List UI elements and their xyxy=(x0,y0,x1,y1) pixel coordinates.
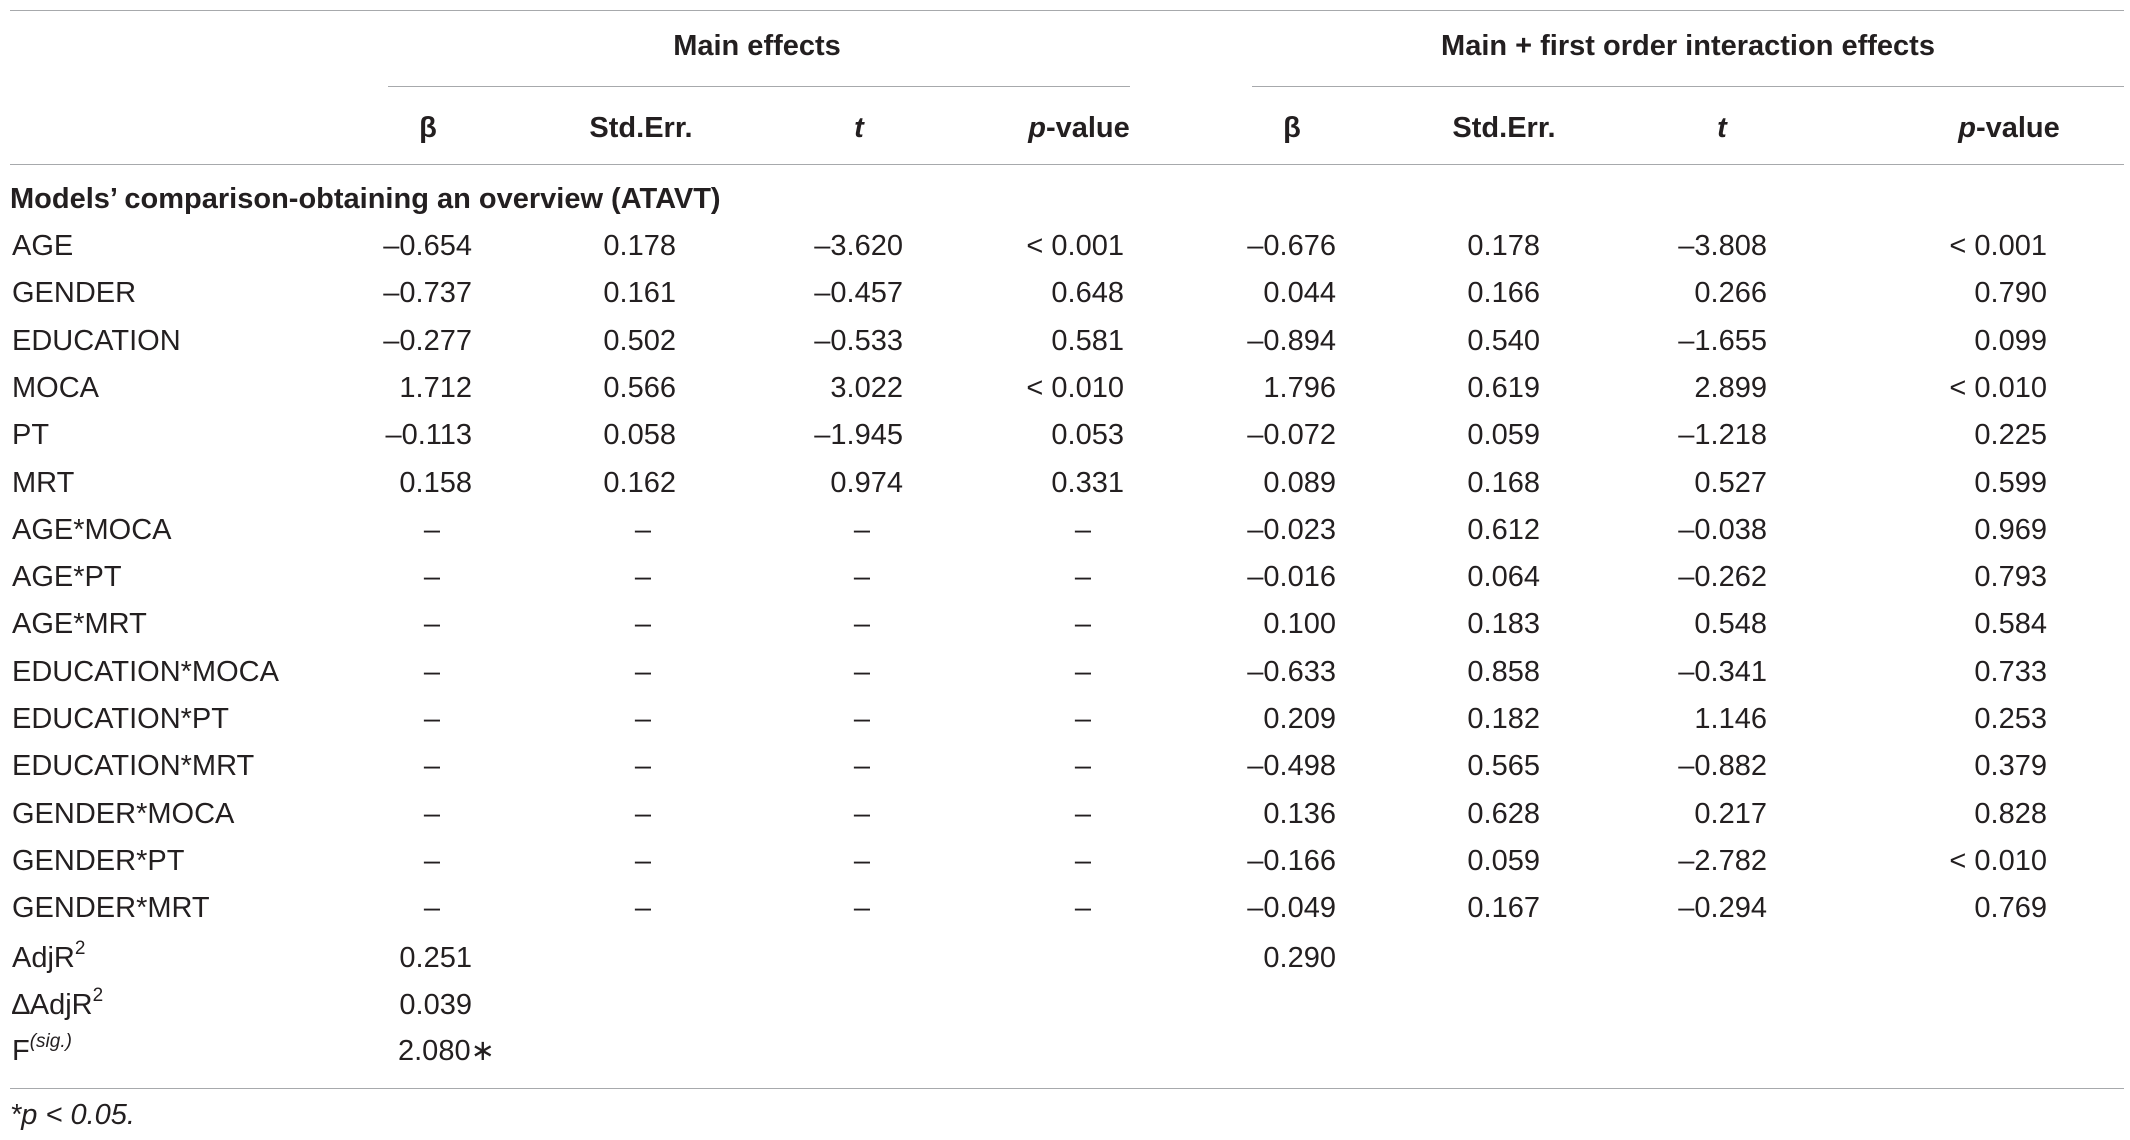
table-cell: –0.882 xyxy=(1678,750,1767,782)
section-title: Models’ comparison-obtaining an overview (ATAVT) xyxy=(10,183,721,215)
table-cell: 0.790 xyxy=(1974,277,2047,309)
table-cell: 0.969 xyxy=(1974,514,2047,546)
row-label: EDUCATION*MOCA xyxy=(12,656,279,688)
group2-underline xyxy=(1252,86,2124,87)
table-cell: – xyxy=(1074,703,1092,735)
table-cell: 0.612 xyxy=(1467,514,1540,546)
col-header-beta-inter: β xyxy=(1283,112,1301,144)
table-cell: 0.100 xyxy=(1263,608,1336,640)
table-cell: 0.178 xyxy=(1467,230,1540,262)
col-header-beta-main: β xyxy=(419,112,437,144)
table-cell: – xyxy=(853,514,871,546)
table-cell: –0.894 xyxy=(1247,325,1336,357)
table-cell: 0.059 xyxy=(1467,845,1540,877)
table-cell: 0.331 xyxy=(1051,467,1124,499)
table-cell: 0.581 xyxy=(1051,325,1124,357)
table-cell: –3.620 xyxy=(814,230,903,262)
group1-underline xyxy=(388,86,1130,87)
table-cell: – xyxy=(423,845,441,877)
row-label: PT xyxy=(12,419,50,451)
table-cell: 0.064 xyxy=(1467,561,1540,593)
table-cell: –0.633 xyxy=(1247,656,1336,688)
table-cell: 0.566 xyxy=(603,372,676,404)
table-cell: 0.099 xyxy=(1974,325,2047,357)
table-cell: 0.178 xyxy=(603,230,676,262)
bottom-rule xyxy=(10,1088,2124,1089)
table-cell: –1.945 xyxy=(814,419,903,451)
table-cell: – xyxy=(634,514,652,546)
table-cell: < 0.001 xyxy=(1026,230,1124,262)
table-cell: – xyxy=(1074,608,1092,640)
table-cell: –0.166 xyxy=(1247,845,1336,877)
table-cell: 3.022 xyxy=(830,372,903,404)
table-cell: 0.648 xyxy=(1051,277,1124,309)
header-bottom-rule xyxy=(10,164,2124,165)
table-cell: < 0.010 xyxy=(1949,845,2047,877)
table-cell: 0.167 xyxy=(1467,892,1540,924)
adjr2-main-value: 0.251 xyxy=(399,942,472,974)
table-cell: 1.712 xyxy=(399,372,472,404)
f-stat-main-value: 2.080∗ xyxy=(398,1035,495,1067)
table-cell: 0.974 xyxy=(830,467,903,499)
row-label: AGE*MRT xyxy=(12,608,147,640)
table-cell: 0.379 xyxy=(1974,750,2047,782)
table-cell: 0.183 xyxy=(1467,608,1540,640)
group-header-interaction-effects: Main + first order interaction effects xyxy=(1441,30,1935,62)
top-rule xyxy=(10,10,2124,11)
table-cell: 0.619 xyxy=(1467,372,1540,404)
table-cell: 0.089 xyxy=(1263,467,1336,499)
table-cell: – xyxy=(853,561,871,593)
table-cell: 0.136 xyxy=(1263,798,1336,830)
table-cell: –0.457 xyxy=(814,277,903,309)
col-header-t-main: t xyxy=(854,112,864,144)
table-cell: – xyxy=(423,703,441,735)
table-cell: 0.166 xyxy=(1467,277,1540,309)
table-cell: –0.072 xyxy=(1247,419,1336,451)
table-cell: –0.262 xyxy=(1678,561,1767,593)
table-cell: 2.899 xyxy=(1694,372,1767,404)
table-cell: 0.266 xyxy=(1694,277,1767,309)
col-header-stderr-inter: Std.Err. xyxy=(1452,112,1556,144)
table-cell: 0.044 xyxy=(1263,277,1336,309)
table-cell: 0.053 xyxy=(1051,419,1124,451)
row-label: AGE*PT xyxy=(12,561,122,593)
table-cell: – xyxy=(634,656,652,688)
delta-adjr2-main-value: 0.039 xyxy=(399,989,472,1021)
table-cell: – xyxy=(853,845,871,877)
table-cell: < 0.001 xyxy=(1949,230,2047,262)
table-cell: 0.158 xyxy=(399,467,472,499)
table-cell: –0.038 xyxy=(1678,514,1767,546)
table-cell: 0.217 xyxy=(1694,798,1767,830)
table-cell: 1.146 xyxy=(1694,703,1767,735)
table-cell: – xyxy=(853,608,871,640)
table-cell: – xyxy=(634,798,652,830)
table-cell: 0.161 xyxy=(603,277,676,309)
table-cell: – xyxy=(423,892,441,924)
footnote: *p < 0.05. xyxy=(10,1099,135,1131)
table-cell: 0.733 xyxy=(1974,656,2047,688)
table-cell: – xyxy=(423,561,441,593)
table-cell: –0.341 xyxy=(1678,656,1767,688)
table-cell: –0.277 xyxy=(383,325,472,357)
table-cell: 0.540 xyxy=(1467,325,1540,357)
table-cell: –0.016 xyxy=(1247,561,1336,593)
table-cell: – xyxy=(1074,892,1092,924)
row-label: GENDER xyxy=(12,277,137,309)
table-cell: 0.527 xyxy=(1694,467,1767,499)
table-cell: 0.858 xyxy=(1467,656,1540,688)
table-cell: – xyxy=(634,750,652,782)
group-header-main-effects: Main effects xyxy=(673,30,841,62)
row-label: MRT xyxy=(12,467,75,499)
table-cell: – xyxy=(634,561,652,593)
table-cell: 0.828 xyxy=(1974,798,2047,830)
f-stat-label: $F^{(sig.)}$ xyxy=(12,1031,72,1067)
col-header-pvalue-main: p-value xyxy=(1028,112,1130,144)
table-cell: – xyxy=(1074,514,1092,546)
adjr2-inter-value: 0.290 xyxy=(1263,942,1336,974)
table-cell: –1.655 xyxy=(1678,325,1767,357)
table-cell: 0.162 xyxy=(603,467,676,499)
table-cell: –0.676 xyxy=(1247,230,1336,262)
table-cell: –0.113 xyxy=(385,419,472,451)
table-cell: –0.023 xyxy=(1247,514,1336,546)
table-cell: –0.654 xyxy=(383,230,472,262)
table-cell: –0.294 xyxy=(1678,892,1767,924)
table-cell: 0.793 xyxy=(1974,561,2047,593)
table-cell: – xyxy=(423,656,441,688)
delta-adjr2-label: ∆AdjR$^2$ xyxy=(12,985,104,1021)
table-cell: – xyxy=(853,656,871,688)
table-cell: – xyxy=(1074,750,1092,782)
table-cell: 0.253 xyxy=(1974,703,2047,735)
table-cell: – xyxy=(853,892,871,924)
table-cell: – xyxy=(634,845,652,877)
table-cell: – xyxy=(1074,798,1092,830)
table-cell: –0.737 xyxy=(383,277,472,309)
table-cell: – xyxy=(634,892,652,924)
table-cell: – xyxy=(423,750,441,782)
table-cell: – xyxy=(423,608,441,640)
table-cell: < 0.010 xyxy=(1026,372,1124,404)
row-label: GENDER*MRT xyxy=(12,892,210,924)
row-label: EDUCATION xyxy=(12,325,181,357)
table-cell: – xyxy=(853,750,871,782)
row-label: AGE xyxy=(12,230,74,262)
table-cell: 0.502 xyxy=(603,325,676,357)
table-cell: – xyxy=(1074,656,1092,688)
table-cell: 0.225 xyxy=(1974,419,2047,451)
row-label: EDUCATION*PT xyxy=(12,703,229,735)
row-label: GENDER*MOCA xyxy=(12,798,235,830)
table-cell: 0.058 xyxy=(603,419,676,451)
col-header-stderr-main: Std.Err. xyxy=(589,112,693,144)
table-cell: 0.548 xyxy=(1694,608,1767,640)
row-label: GENDER*PT xyxy=(12,845,185,877)
table-cell: 0.628 xyxy=(1467,798,1540,830)
table-cell: – xyxy=(853,703,871,735)
table-cell: 0.059 xyxy=(1467,419,1540,451)
table-cell: –1.218 xyxy=(1678,419,1767,451)
table-cell: 1.796 xyxy=(1263,372,1336,404)
table-cell: – xyxy=(853,798,871,830)
table-cell: 0.584 xyxy=(1974,608,2047,640)
table-cell: – xyxy=(423,798,441,830)
table-cell: 0.769 xyxy=(1974,892,2047,924)
table-cell: 0.599 xyxy=(1974,467,2047,499)
row-label: AGE*MOCA xyxy=(12,514,172,546)
table-cell: – xyxy=(423,514,441,546)
table-cell: 0.565 xyxy=(1467,750,1540,782)
table-cell: – xyxy=(634,703,652,735)
table-cell: –0.049 xyxy=(1247,892,1336,924)
table-cell: 0.168 xyxy=(1467,467,1540,499)
table-cell: 0.209 xyxy=(1263,703,1336,735)
row-label: MOCA xyxy=(12,372,99,404)
row-label: EDUCATION*MRT xyxy=(12,750,255,782)
table-cell: –3.808 xyxy=(1678,230,1767,262)
table-cell: – xyxy=(1074,845,1092,877)
table-cell: – xyxy=(1074,561,1092,593)
col-header-pvalue-inter: p-value xyxy=(1958,112,2060,144)
table-cell: –0.498 xyxy=(1247,750,1336,782)
table-cell: –2.782 xyxy=(1678,845,1767,877)
col-header-t-inter: t xyxy=(1717,112,1727,144)
table-cell: 0.182 xyxy=(1467,703,1540,735)
table-cell: –0.533 xyxy=(814,325,903,357)
table-cell: < 0.010 xyxy=(1949,372,2047,404)
adjr2-label: AdjR$^2$ xyxy=(12,938,86,974)
table-cell: – xyxy=(634,608,652,640)
